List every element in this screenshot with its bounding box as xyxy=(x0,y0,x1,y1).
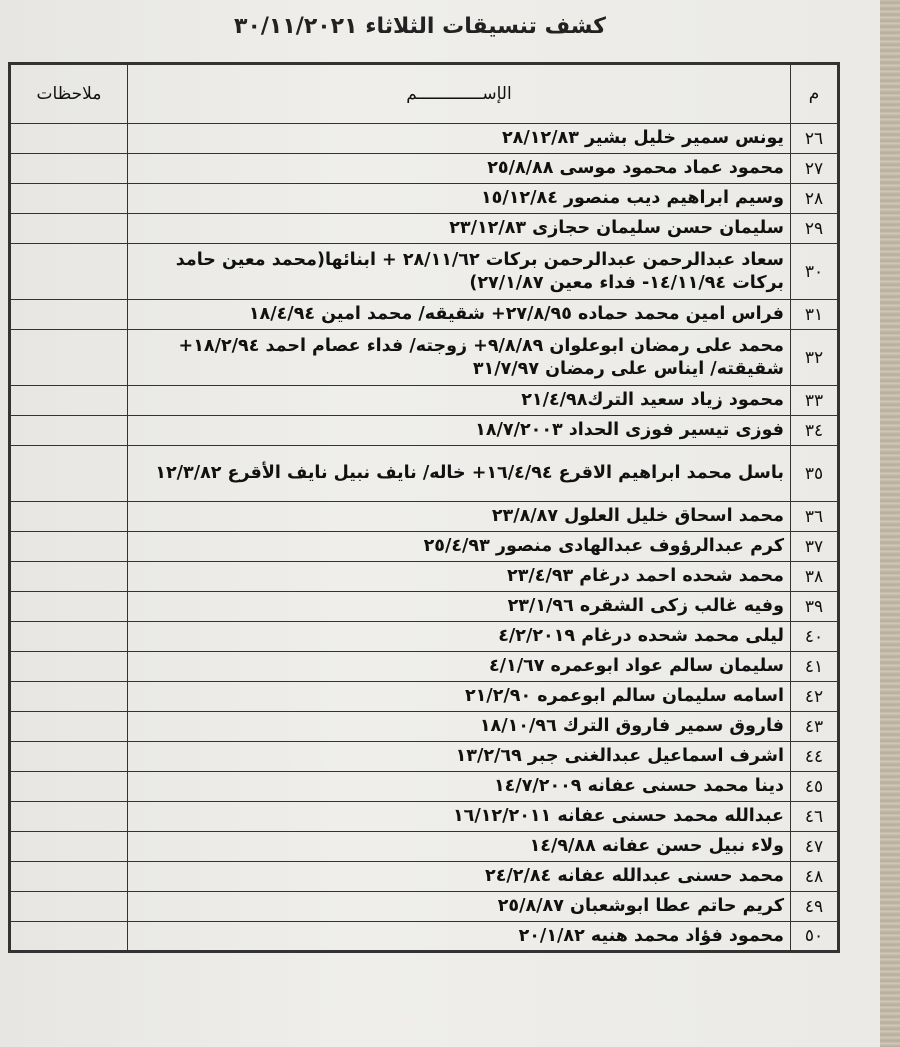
table-row xyxy=(10,862,839,892)
row-notes xyxy=(10,682,128,712)
row-name: عبدالله محمد حسنى عفانه ١٦/١٢/٢٠١١ xyxy=(128,802,791,832)
table-row xyxy=(10,712,839,742)
row-notes xyxy=(10,832,128,862)
row-number: ٣٩ xyxy=(791,592,839,622)
table-row xyxy=(10,682,839,712)
row-name: محمود عماد محمود موسى ٢٥/٨/٨٨ xyxy=(128,154,791,184)
row-name: محمود زياد سعيد الترك٢١/٤/٩٨ xyxy=(128,386,791,416)
row-number: ٢٨ xyxy=(791,184,839,214)
row-notes xyxy=(10,154,128,184)
row-notes xyxy=(10,386,128,416)
row-notes xyxy=(10,922,128,952)
row-notes xyxy=(10,772,128,802)
table-row xyxy=(10,622,839,652)
table-row xyxy=(10,802,839,832)
table-row xyxy=(10,772,839,802)
row-number: ٣٣ xyxy=(791,386,839,416)
row-notes xyxy=(10,124,128,154)
row-notes xyxy=(10,300,128,330)
table-row xyxy=(10,214,839,244)
row-notes xyxy=(10,416,128,446)
row-name: دينا محمد حسنى عفانه ١٤/٧/٢٠٠٩ xyxy=(128,772,791,802)
row-name: فراس امين محمد حماده ٢٧/٨/٩٥+ شقيقه/ محمد امين ١٨/٤/٩٤ xyxy=(128,300,791,330)
row-notes xyxy=(10,446,128,502)
row-notes xyxy=(10,652,128,682)
row-name: كرم عبدالرؤوف عبدالهادى منصور ٢٥/٤/٩٣ xyxy=(128,532,791,562)
table-row xyxy=(10,446,839,502)
row-name: فاروق سمير فاروق الترك ١٨/١٠/٩٦ xyxy=(128,712,791,742)
row-name: ولاء نبيل حسن عفانه ١٤/٩/٨٨ xyxy=(128,832,791,862)
row-number: ٥٠ xyxy=(791,922,839,952)
row-number: ٤٧ xyxy=(791,832,839,862)
row-notes xyxy=(10,712,128,742)
row-number: ٤٦ xyxy=(791,802,839,832)
row-number: ٣٦ xyxy=(791,502,839,532)
row-notes xyxy=(10,622,128,652)
row-name: كريم حاتم عطا ابوشعبان ٢٥/٨/٨٧ xyxy=(128,892,791,922)
row-notes xyxy=(10,184,128,214)
row-name: سليمان سالم عواد ابوعمره ٤/١/٦٧ xyxy=(128,652,791,682)
row-name: محمد على رمضان ابوعلوان ٩/٨/٨٩+ زوجته/ فداء عصام احمد ١٨/٢/٩٤+ شقيقته/ ايناس على رمضان ٣١/٧/٩٧ xyxy=(128,330,791,386)
row-name: سليمان حسن سليمان حجازى ٢٣/١٢/٨٣ xyxy=(128,214,791,244)
names-table xyxy=(8,62,840,953)
table-row xyxy=(10,502,839,532)
row-number: ٤٩ xyxy=(791,892,839,922)
row-number: ٣٤ xyxy=(791,416,839,446)
row-name: محمد اسحاق خليل العلول ٢٣/٨/٨٧ xyxy=(128,502,791,532)
table-row xyxy=(10,562,839,592)
row-notes xyxy=(10,592,128,622)
row-notes xyxy=(10,330,128,386)
row-name: باسل محمد ابراهيم الاقرع ١٦/٤/٩٤+ خاله/ نايف نبيل نايف الأقرع ١٢/٣/٨٢ xyxy=(128,446,791,502)
row-name: محمد حسنى عبدالله عفانه ٢٤/٢/٨٤ xyxy=(128,862,791,892)
table-row xyxy=(10,124,839,154)
row-name: اشرف اسماعيل عبدالغنى جبر ١٣/٢/٦٩ xyxy=(128,742,791,772)
row-notes xyxy=(10,214,128,244)
row-name: وفيه غالب زكى الشقره ٢٣/١/٩٦ xyxy=(128,592,791,622)
header-number: م xyxy=(791,64,839,124)
row-number: ٤٠ xyxy=(791,622,839,652)
table-row xyxy=(10,300,839,330)
row-number: ٢٦ xyxy=(791,124,839,154)
header-name: الإســـــــــــــم xyxy=(128,64,791,124)
row-number: ٤٥ xyxy=(791,772,839,802)
row-number: ٤٤ xyxy=(791,742,839,772)
table-row xyxy=(10,892,839,922)
row-number: ٤٨ xyxy=(791,862,839,892)
table-row xyxy=(10,532,839,562)
table-row xyxy=(10,922,839,952)
table-row xyxy=(10,416,839,446)
table-row xyxy=(10,652,839,682)
row-name: سعاد عبدالرحمن عبدالرحمن بركات ٢٨/١١/٦٢ + ابنائها(محمد معين حامد بركات ١٤/١١/٩٤- فداء معين ٢٧/١/٨٧) xyxy=(128,244,791,300)
page-title: كشف تنسيقات الثلاثاء ٣٠/١١/٢٠٢١ xyxy=(234,14,606,39)
table-row xyxy=(10,832,839,862)
row-notes xyxy=(10,802,128,832)
row-number: ٢٧ xyxy=(791,154,839,184)
row-notes xyxy=(10,502,128,532)
table-row xyxy=(10,244,839,300)
row-name: اسامه سليمان سالم ابوعمره ٢١/٢/٩٠ xyxy=(128,682,791,712)
table-row xyxy=(10,742,839,772)
row-number: ٣٧ xyxy=(791,532,839,562)
row-number: ٤٣ xyxy=(791,712,839,742)
table-row xyxy=(10,386,839,416)
row-notes xyxy=(10,862,128,892)
row-number: ٤٢ xyxy=(791,682,839,712)
row-number: ٤١ xyxy=(791,652,839,682)
row-number: ٣٠ xyxy=(791,244,839,300)
table-body xyxy=(10,124,839,952)
row-number: ٣٥ xyxy=(791,446,839,502)
row-name: ليلى محمد شحده درغام ٤/٢/٢٠١٩ xyxy=(128,622,791,652)
row-notes xyxy=(10,562,128,592)
row-notes xyxy=(10,742,128,772)
paper-edge xyxy=(880,0,900,1047)
table-row xyxy=(10,154,839,184)
table-row xyxy=(10,330,839,386)
table-row xyxy=(10,592,839,622)
row-name: فوزى تيسير فوزى الحداد ١٨/٧/٢٠٠٣ xyxy=(128,416,791,446)
row-notes xyxy=(10,244,128,300)
table-row xyxy=(10,184,839,214)
row-name: محمود فؤاد محمد هنيه ٢٠/١/٨٢ xyxy=(128,922,791,952)
table-header-row xyxy=(10,64,839,124)
row-number: ٣٨ xyxy=(791,562,839,592)
row-notes xyxy=(10,892,128,922)
row-number: ٣١ xyxy=(791,300,839,330)
row-name: محمد شحده احمد درغام ٢٣/٤/٩٣ xyxy=(128,562,791,592)
row-number: ٢٩ xyxy=(791,214,839,244)
row-name: يونس سمير خليل بشير ٢٨/١٢/٨٣ xyxy=(128,124,791,154)
row-name: وسيم ابراهيم ديب منصور ١٥/١٢/٨٤ xyxy=(128,184,791,214)
header-notes: ملاحظات xyxy=(10,64,128,124)
row-number: ٣٢ xyxy=(791,330,839,386)
row-notes xyxy=(10,532,128,562)
